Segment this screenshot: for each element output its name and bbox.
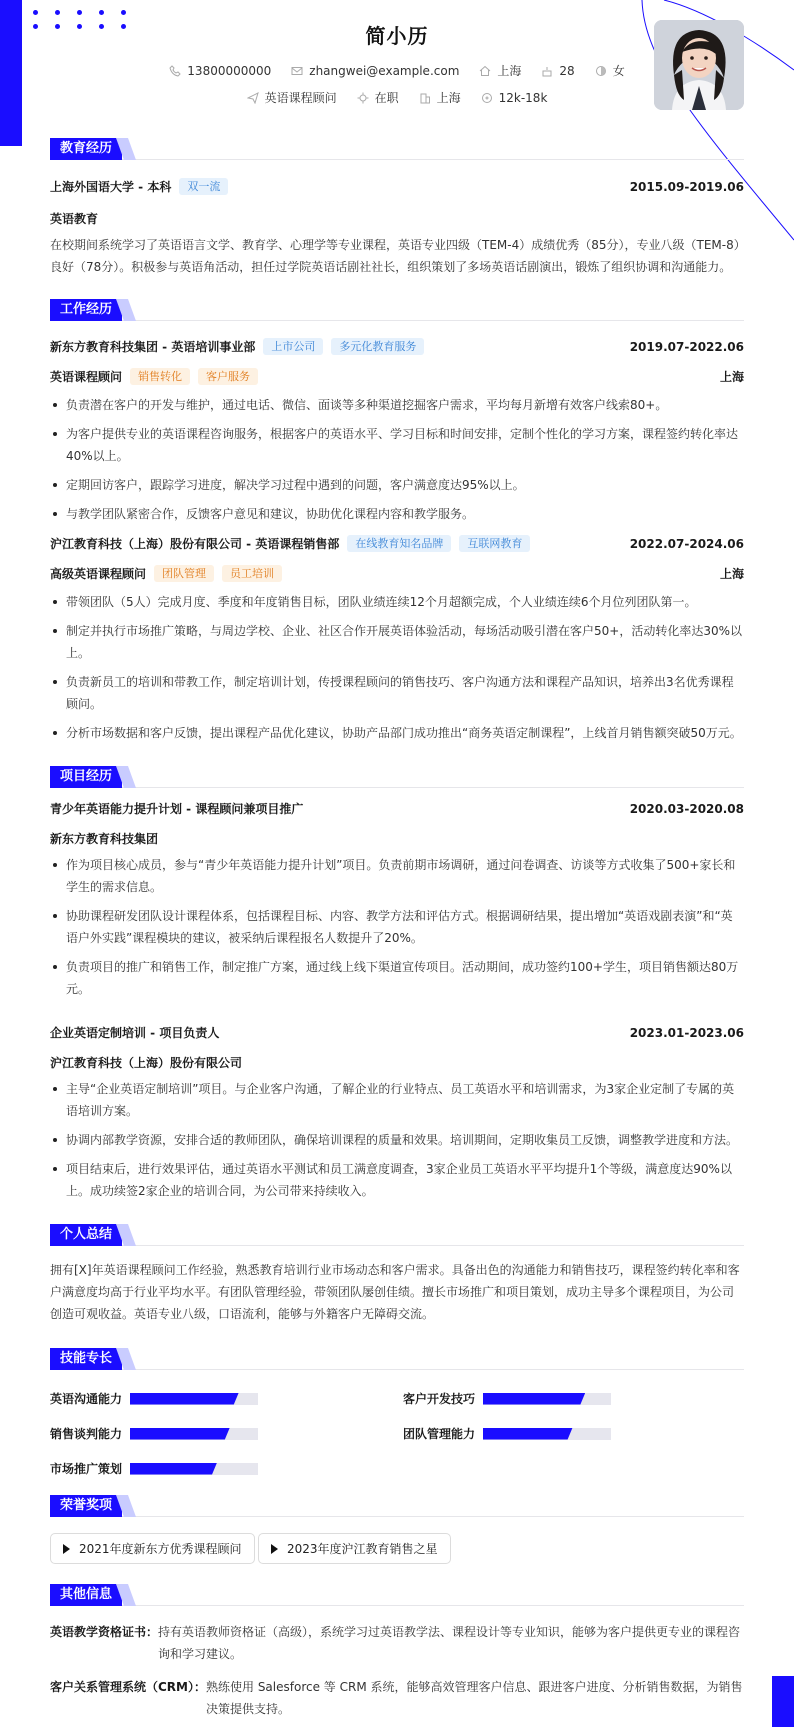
- list-item: 为客户提供专业的英语课程咨询服务，根据客户的英语水平、学习目标和时间安排，定制个性化的学习方案，课程签约转化率达40%以上。: [50, 423, 744, 467]
- summary-header: [50, 1224, 744, 1246]
- status-icon: [357, 92, 369, 104]
- project-title: 青少年英语能力提升计划 - 课程顾问兼项目推广: [50, 802, 304, 816]
- list-item: 主导“企业英语定制培训”项目。与企业客户沟通，了解企业的行业特点、员工英语水平和培训需求，为3家企业定制了专属的英语培训方案。: [50, 1078, 744, 1122]
- phone-icon: [169, 65, 181, 77]
- education-title: 教育经历: [50, 138, 122, 160]
- role-name: 英语课程顾问: [50, 370, 123, 384]
- work-header: [50, 299, 744, 321]
- summary-text: 拥有[X]年英语课程顾问工作经验，熟悉教育培训行业市场动态和客户需求。具备出色的沟通能力和销售技巧，课程签约转化率和客户满意度均高于行业平均水平。有团队管理经验，带领团队屡创佳绩。擅长市场推广和项目策划，成功主导多个课程项目，为公司创造可观收益。英语专业八级，口语流利，能够与外籍客户无障碍交流。: [50, 1263, 740, 1321]
- skill-track: [130, 1428, 258, 1440]
- project-row: [50, 800, 744, 817]
- gender-text: 女: [612, 64, 625, 78]
- skill-fill: [483, 1393, 585, 1405]
- company-tag: 上市公司: [263, 338, 323, 355]
- project-date: 2023.01-2023.06: [629, 1025, 744, 1040]
- projects-title: 项目经历: [50, 766, 122, 788]
- work-bullets: [50, 591, 744, 751]
- skill-fill: [130, 1428, 230, 1440]
- awards-header: [50, 1495, 744, 1517]
- company-tag: 多元化教育服务: [331, 338, 424, 355]
- education-desc: 在校期间系统学习了英语语言文学、教育学、心理学等专业课程，英语专业四级（TEM-4）成绩优秀（85分），专业八级（TEM-8）良好（78分）。积极参与英语角活动，担任过学院英语话剧社社长，组织策划了多场英语话剧演出，锻炼了组织协调和沟通能力。: [50, 238, 740, 274]
- skill-label: 英语沟通能力: [50, 1392, 123, 1406]
- work-date: 2022.07-2024.06: [629, 536, 744, 551]
- other-value: 熟练使用 Salesforce 等 CRM 系统，能够高效管理客户信息、跟进客户进度、分析销售数据，为销售决策提供支持。: [206, 1680, 743, 1716]
- skill-item: [50, 1425, 258, 1442]
- major-name: 英语教育: [50, 212, 99, 226]
- company-name: 沪江教育科技（上海）股份有限公司 - 英语课程销售部: [50, 537, 340, 551]
- email-item: [291, 62, 459, 79]
- age-text: 28: [559, 63, 575, 78]
- list-item: 负责新员工的培训和带教工作，制定培训计划，传授课程顾问的销售技巧、客户沟通方法和课程产品知识，培养出3名优秀课程顾问。: [50, 671, 744, 715]
- other-item: [50, 1621, 744, 1665]
- project-title: 企业英语定制培训 - 项目负责人: [50, 1026, 220, 1040]
- role-tag: 销售转化: [130, 368, 190, 385]
- awards-section: [50, 1495, 744, 1556]
- skill-item: [403, 1425, 611, 1442]
- work-company-row: [50, 338, 744, 355]
- right-accent-bar: [772, 1676, 794, 1727]
- status-text: 在职: [374, 91, 399, 105]
- role-tag: 团队管理: [154, 565, 214, 582]
- role-name: 高级英语课程顾问: [50, 567, 147, 581]
- school-tag: 双一流: [179, 178, 228, 195]
- other-header: [50, 1584, 744, 1606]
- education-date: 2015.09-2019.06: [629, 179, 744, 194]
- list-item: 负责项目的推广和销售工作，制定推广方案，通过线上线下渠道宣传项目。活动期间，成功签约100+学生，项目销售额达80万元。: [50, 956, 744, 1000]
- list-item: 与教学团队紧密合作，反馈客户意见和建议，协助优化课程内容和教学服务。: [50, 503, 744, 525]
- home-icon: [479, 65, 491, 77]
- skills-header: [50, 1348, 744, 1370]
- skill-label: 团队管理能力: [403, 1427, 476, 1441]
- email-text: zhangwei@example.com: [309, 63, 460, 78]
- skill-label: 市场推广策划: [50, 1462, 123, 1476]
- other-key: 英语教学资格证书：: [50, 1625, 159, 1639]
- skill-label: 客户开发技巧: [403, 1392, 476, 1406]
- summary-title: 个人总结: [50, 1224, 122, 1246]
- other-value: 持有英语教师资格证（高级），系统学习过英语教学法、课程设计等专业知识，能够为客户提供更专业的课程咨询和学习建议。: [158, 1625, 741, 1661]
- list-item: 分析市场数据和客户反馈，提出课程产品优化建议，协助产品部门成功推出“商务英语定制课程”，上线首月销售额突破50万元。: [50, 722, 744, 744]
- gender-icon: [595, 65, 607, 77]
- list-item: 协调内部教学资源，安排合适的教师团队，确保培训课程的质量和效果。培训期间，定期收集员工反馈，调整教学进度和方法。: [50, 1129, 744, 1151]
- coin-icon: [481, 92, 493, 104]
- position-text: 英语课程顾问: [264, 91, 337, 105]
- work-date: 2019.07-2022.06: [629, 339, 744, 354]
- other-section: [50, 1584, 744, 1716]
- skill-track: [130, 1463, 258, 1475]
- skills-section: [50, 1348, 744, 1476]
- phone-item: [169, 62, 271, 79]
- project-bullets: [50, 1078, 744, 1209]
- other-item: [50, 1676, 744, 1720]
- work-title: 工作经历: [50, 299, 122, 321]
- other-title: 其他信息: [50, 1584, 122, 1606]
- projects-section: [50, 766, 744, 1198]
- company-tag: 互联网教育: [459, 535, 530, 552]
- list-item: 带领团队（5人）完成月度、季度和年度销售目标，团队业绩连续12个月超额完成，个人业绩连续6个月位列团队第一。: [50, 591, 744, 613]
- work-section: [50, 299, 744, 740]
- avatar-photo: [654, 20, 744, 110]
- summary-section: [50, 1224, 744, 1321]
- school-name: 上海外国语大学 - 本科: [50, 180, 172, 194]
- project-bullets: [50, 854, 744, 1007]
- skill-track: [483, 1428, 611, 1440]
- resume-name: 简小历: [365, 24, 429, 48]
- role-tag: 客户服务: [198, 368, 258, 385]
- hometown-item: [479, 62, 521, 79]
- cake-icon: [541, 65, 553, 77]
- project-row: [50, 1024, 744, 1041]
- play-icon: [271, 1544, 278, 1554]
- skill-fill: [130, 1393, 239, 1405]
- salary-item: [481, 89, 548, 106]
- work-city: 上海: [719, 567, 744, 581]
- status-item: [357, 89, 399, 106]
- list-item: 制定并执行市场推广策略，与周边学校、企业、社区合作开展英语体验活动，每场活动吸引潜在客户50+，活动转化率达30%以上。: [50, 620, 744, 664]
- work-company-row: [50, 535, 744, 552]
- company-tag: 在线教育知名品牌: [347, 535, 451, 552]
- skill-item: [403, 1390, 611, 1407]
- hometown-text: 上海: [497, 64, 522, 78]
- phone-text: 13800000000: [187, 63, 272, 78]
- role-tag: 员工培训: [222, 565, 282, 582]
- award-item: [50, 1533, 255, 1564]
- skill-item: [50, 1390, 258, 1407]
- work-role-row: [50, 368, 744, 385]
- gender-item: [595, 62, 625, 79]
- city-text: 上海: [436, 91, 461, 105]
- education-row: [50, 178, 744, 195]
- award-text: 2023年度沪江教育销售之星: [287, 1542, 438, 1556]
- project-org-row: [50, 1054, 744, 1071]
- list-item: 作为项目核心成员，参与“青少年英语能力提升计划”项目。负责前期市场调研，通过问卷调查、访谈等方式收集了500+家长和学生的需求信息。: [50, 854, 744, 898]
- city-item: [419, 89, 461, 106]
- list-item: 负责潜在客户的开发与维护，通过电话、微信、面谈等多种渠道挖掘客户需求，平均每月新增有效客户线索80+。: [50, 394, 744, 416]
- salary-text: 12k-18k: [498, 90, 548, 105]
- project-date: 2020.03-2020.08: [629, 801, 744, 816]
- work-role-row: [50, 565, 744, 582]
- awards-title: 荣誉奖项: [50, 1495, 122, 1517]
- project-org: 沪江教育科技（上海）股份有限公司: [50, 1056, 243, 1070]
- skills-title: 技能专长: [50, 1348, 122, 1370]
- skill-track: [130, 1393, 258, 1405]
- major-row: [50, 210, 744, 227]
- skill-item: [50, 1460, 258, 1477]
- mail-icon: [291, 65, 303, 77]
- skill-track: [483, 1393, 611, 1405]
- play-icon: [63, 1544, 70, 1554]
- list-item: 项目结束后，进行效果评估，通过英语水平测试和员工满意度调查，3家企业员工英语水平平均提升1个等级，满意度达90%以上。成功续签2家企业的培训合同，为公司带来持续收入。: [50, 1158, 744, 1202]
- award-item: [258, 1533, 451, 1564]
- project-org-row: [50, 830, 744, 847]
- award-text: 2021年度新东方优秀课程顾问: [79, 1542, 242, 1556]
- work-bullets: [50, 394, 744, 532]
- skill-label: 销售谈判能力: [50, 1427, 123, 1441]
- project-org: 新东方教育科技集团: [50, 832, 159, 846]
- list-item: 定期回访客户，跟踪学习进度，解决学习过程中遇到的问题，客户满意度达95%以上。: [50, 474, 744, 496]
- projects-header: [50, 766, 744, 788]
- age-item: [541, 62, 574, 79]
- education-section: [50, 138, 744, 274]
- list-item: 协助课程研发团队设计课程体系，包括课程目标、内容、教学方法和评估方式。根据调研结果，提出增加“英语戏剧表演”和“英语户外实践”课程模块的建议，被采纳后课程报名人数提升了20%。: [50, 905, 744, 949]
- skill-fill: [483, 1428, 573, 1440]
- other-key: 客户关系管理系统（CRM）：: [50, 1680, 206, 1694]
- work-city: 上海: [719, 370, 744, 384]
- education-header: [50, 138, 744, 160]
- company-name: 新东方教育科技集团 - 英语培训事业部: [50, 340, 256, 354]
- building-icon: [419, 92, 431, 104]
- send-icon: [247, 92, 259, 104]
- skill-fill: [130, 1463, 217, 1475]
- position-item: [247, 89, 337, 106]
